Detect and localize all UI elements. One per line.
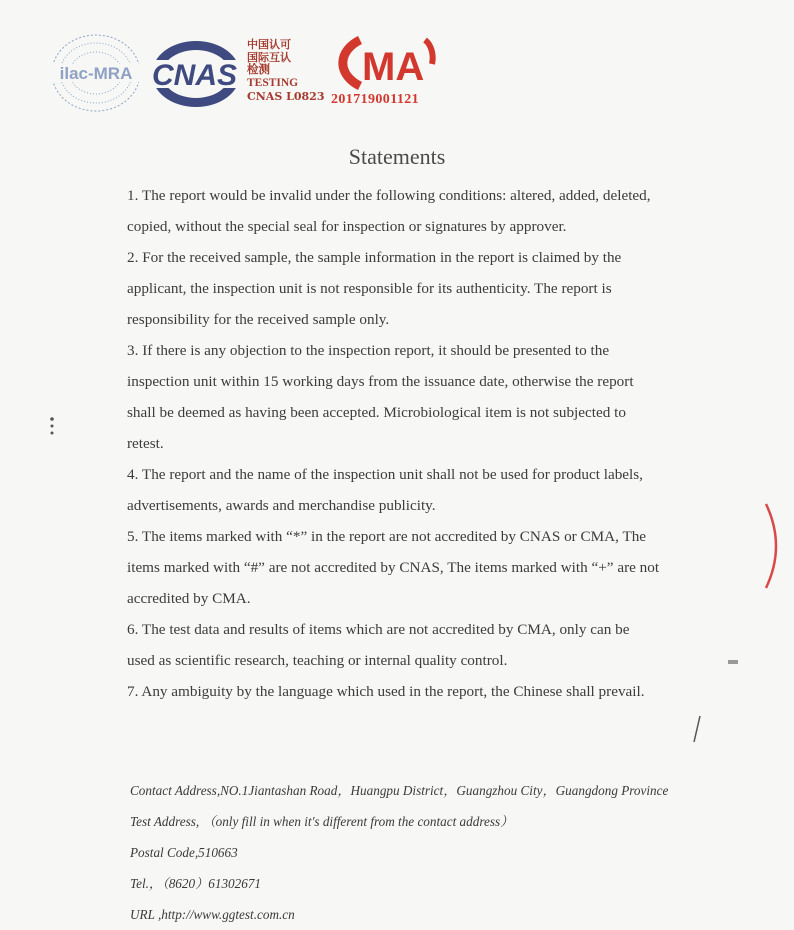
statement-line: 1. The report would be invalid under the following conditions: altered, added, deleted,	[127, 187, 651, 204]
statement-line: 7. Any ambiguity by the language which used in the report, the Chinese shall prevail.	[127, 683, 645, 700]
test-address: Test Address, （only fill in when it's different from the contact address）	[130, 814, 514, 829]
cnas-info-line: 中国认可	[247, 38, 291, 51]
statement-line: retest.	[127, 435, 164, 452]
statement-line: 5. The items marked with “*” in the report are not accredited by CNAS or CMA, The	[127, 528, 647, 545]
postal-code: Postal Code,510663	[130, 845, 238, 860]
cma-number: 201719001121	[331, 92, 420, 107]
ilac-logo-text: ilac-MRA	[59, 64, 133, 83]
statements-list	[127, 180, 727, 707]
stray-mark	[728, 660, 738, 664]
statement-line: 2. For the received sample, the sample information in the report is claimed by the	[127, 249, 622, 266]
statement-line: advertisements, awards and merchandise publicity.	[127, 497, 436, 514]
ilac-mra-logo	[48, 32, 144, 114]
statement-line: used as scientific research, teaching or internal quality control.	[127, 652, 508, 669]
statement-line: items marked with “#” are not accredited by CNAS, The items marked with “+” are not	[127, 559, 660, 576]
red-seal-edge	[748, 500, 788, 592]
statement-line: copied, without the special seal for inspection or signatures by approver.	[127, 218, 567, 235]
page-title: Statements	[348, 144, 446, 169]
statement-line: 3. If there is any objection to the inspection report, it should be presented to the	[127, 342, 610, 359]
contact-info	[130, 775, 750, 930]
contact-address: Contact Address,NO.1Jiantashan Road，Huangpu District，Guangzhou City，Guangdong Province	[130, 783, 669, 798]
cnas-logo-text: CNAS	[152, 59, 238, 92]
cma-logo-text: MA	[362, 45, 425, 89]
statement-line: shall be deemed as having been accepted. Microbiological item is not subjected to	[127, 404, 626, 421]
statement-line: responsibility for the received sample only.	[127, 311, 390, 328]
binding-marks	[48, 416, 56, 436]
cnas-info-line: 国际互认	[247, 51, 291, 64]
telephone: Tel.，（8620）61302671	[130, 876, 262, 891]
website-url: URL ,http://www.ggtest.com.cn	[130, 907, 295, 922]
cnas-info	[247, 38, 324, 103]
cnas-info-line: CNAS L0823	[247, 90, 325, 103]
cnas-info-line: 检测	[247, 64, 270, 76]
cnas-info-line: TESTING	[247, 77, 299, 89]
cma-logo	[330, 34, 440, 92]
statement-line: applicant, the inspection unit is not responsible for its authenticity. The report is	[127, 280, 612, 297]
statement-line: accredited by CMA.	[127, 590, 251, 607]
statement-line: 4. The report and the name of the inspection unit shall not be used for product labels,	[127, 466, 643, 483]
pen-mark	[692, 714, 702, 744]
statement-line: inspection unit within 15 working days from the issuance date, otherwise the report	[127, 373, 634, 390]
statement-line: 6. The test data and results of items which are not accredited by CMA, only can be	[127, 621, 630, 638]
header-logos	[48, 30, 468, 116]
